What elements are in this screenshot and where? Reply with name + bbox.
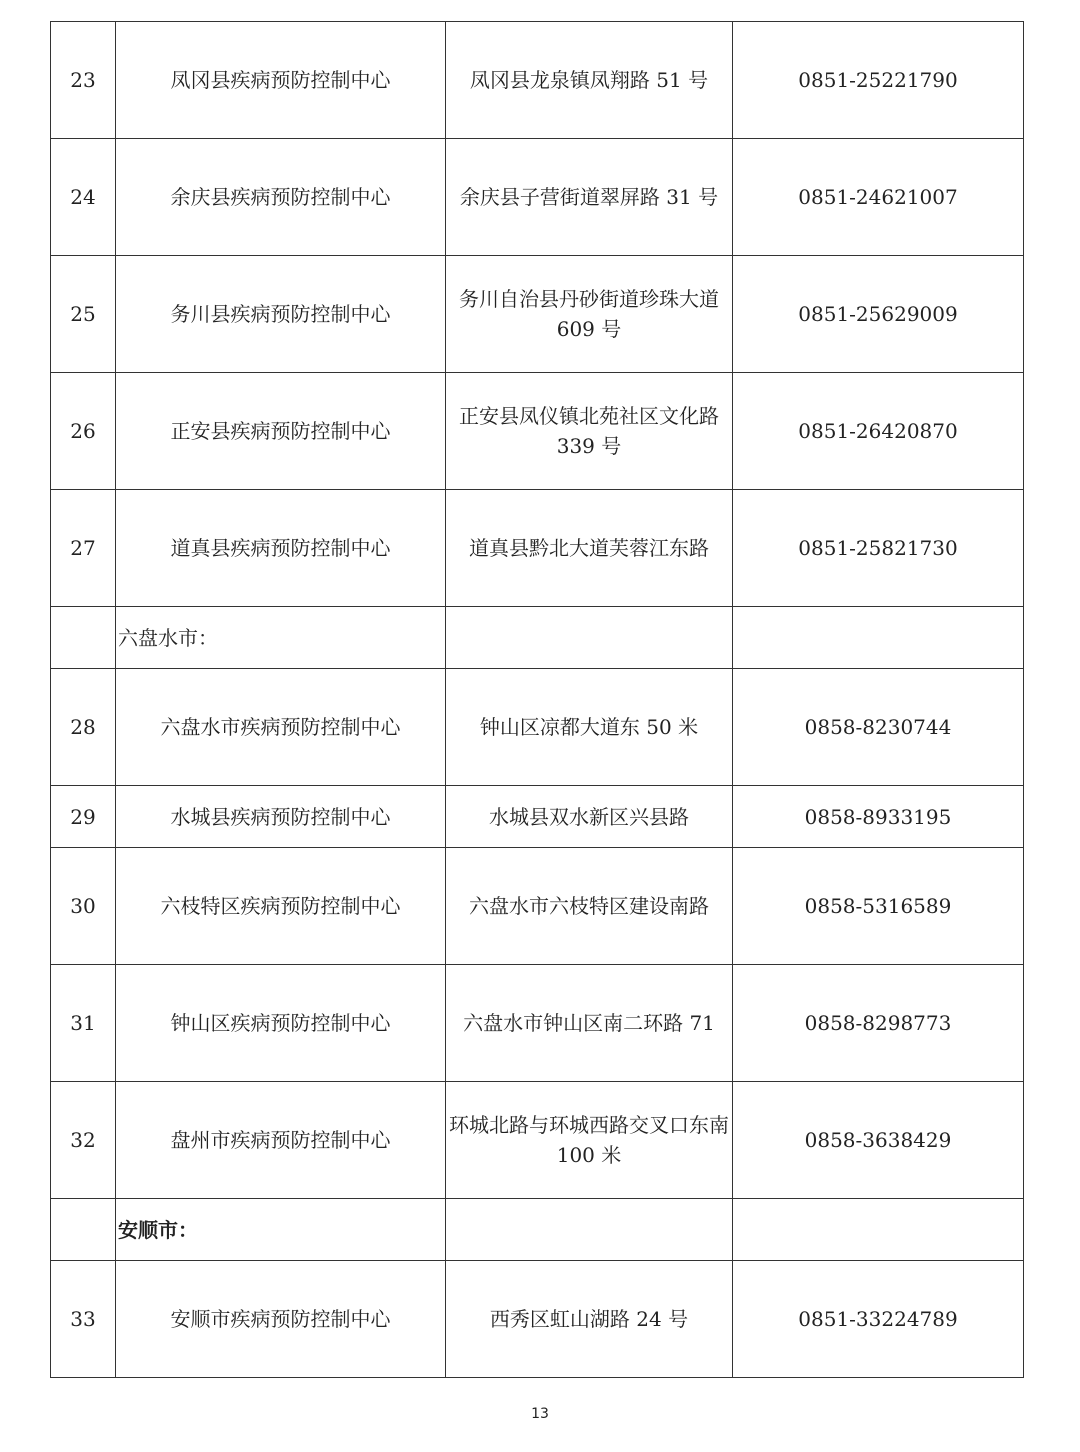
table-row xyxy=(51,22,1024,139)
institution-address: 务川自治县丹砂街道珍珠大道 609 号 xyxy=(446,256,733,373)
category-label: 安顺市： xyxy=(116,1199,446,1261)
category-row xyxy=(51,1199,1024,1261)
table-row xyxy=(51,848,1024,965)
table-row xyxy=(51,373,1024,490)
institution-address: 道真县黔北大道芙蓉江东路 xyxy=(446,490,733,607)
institution-address: 六盘水市六枝特区建设南路 xyxy=(446,848,733,965)
page-number: 13 xyxy=(531,1406,549,1422)
institution-phone: 0851-25821730 xyxy=(733,490,1024,607)
table-row xyxy=(51,1082,1024,1199)
institution-address: 余庆县子营街道翠屏路 31 号 xyxy=(446,139,733,256)
institution-name: 六枝特区疾病预防控制中心 xyxy=(116,848,446,965)
institution-phone: 0851-25221790 xyxy=(733,22,1024,139)
row-number: 28 xyxy=(51,669,116,786)
institution-name: 正安县疾病预防控制中心 xyxy=(116,373,446,490)
institution-address: 正安县凤仪镇北苑社区文化路 339 号 xyxy=(446,373,733,490)
institution-name: 六盘水市疾病预防控制中心 xyxy=(116,669,446,786)
row-number: 33 xyxy=(51,1261,116,1378)
institution-name: 凤冈县疾病预防控制中心 xyxy=(116,22,446,139)
institution-address: 环城北路与环城西路交叉口东南 100 米 xyxy=(446,1082,733,1199)
row-number: 27 xyxy=(51,490,116,607)
institution-phone: 0851-26420870 xyxy=(733,373,1024,490)
institution-address: 六盘水市钟山区南二环路 71 xyxy=(446,965,733,1082)
cdc-directory-table xyxy=(50,21,1024,1378)
row-number: 31 xyxy=(51,965,116,1082)
institution-name: 钟山区疾病预防控制中心 xyxy=(116,965,446,1082)
institution-name: 安顺市疾病预防控制中心 xyxy=(116,1261,446,1378)
institution-address: 水城县双水新区兴县路 xyxy=(446,786,733,848)
table-row xyxy=(51,669,1024,786)
institution-phone: 0851-24621007 xyxy=(733,139,1024,256)
institution-phone: 0858-3638429 xyxy=(733,1082,1024,1199)
institution-phone: 0858-8933195 xyxy=(733,786,1024,848)
institution-phone: 0858-8230744 xyxy=(733,669,1024,786)
row-number: 30 xyxy=(51,848,116,965)
category-row xyxy=(51,607,1024,669)
institution-name: 水城县疾病预防控制中心 xyxy=(116,786,446,848)
row-number: 25 xyxy=(51,256,116,373)
institution-address: 凤冈县龙泉镇凤翔路 51 号 xyxy=(446,22,733,139)
table-row xyxy=(51,965,1024,1082)
table-row xyxy=(51,786,1024,848)
institution-phone: 0858-8298773 xyxy=(733,965,1024,1082)
row-number: 24 xyxy=(51,139,116,256)
table-row xyxy=(51,256,1024,373)
institution-phone: 0858-5316589 xyxy=(733,848,1024,965)
row-number: 23 xyxy=(51,22,116,139)
row-number: 32 xyxy=(51,1082,116,1199)
institution-phone: 0851-25629009 xyxy=(733,256,1024,373)
table-row xyxy=(51,139,1024,256)
institution-address: 钟山区凉都大道东 50 米 xyxy=(446,669,733,786)
row-number: 29 xyxy=(51,786,116,848)
institution-phone: 0851-33224789 xyxy=(733,1261,1024,1378)
institution-name: 余庆县疾病预防控制中心 xyxy=(116,139,446,256)
institution-name: 务川县疾病预防控制中心 xyxy=(116,256,446,373)
table-row xyxy=(51,490,1024,607)
table-row xyxy=(51,1261,1024,1378)
category-label: 六盘水市： xyxy=(116,607,446,669)
institution-name: 盘州市疾病预防控制中心 xyxy=(116,1082,446,1199)
institution-name: 道真县疾病预防控制中心 xyxy=(116,490,446,607)
institution-address: 西秀区虹山湖路 24 号 xyxy=(446,1261,733,1378)
row-number: 26 xyxy=(51,373,116,490)
